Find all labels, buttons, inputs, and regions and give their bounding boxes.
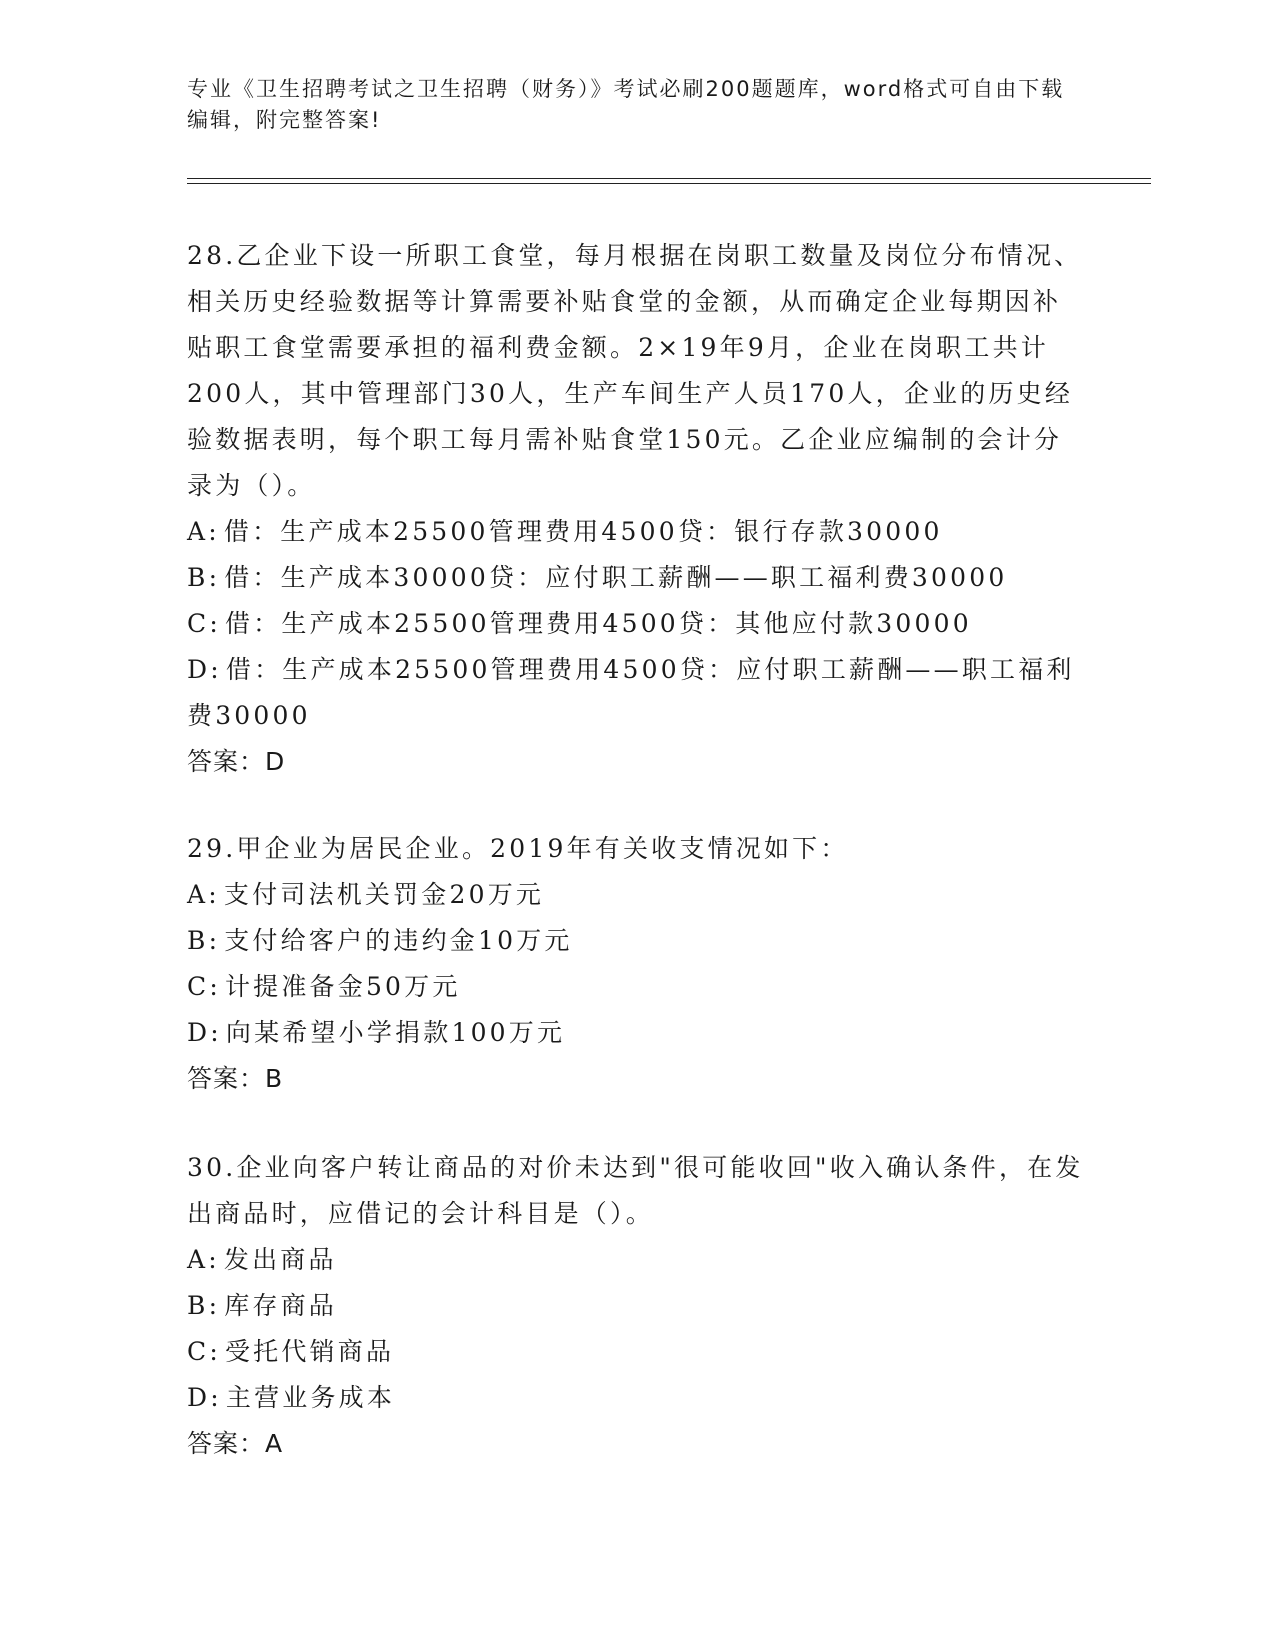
option-text: 支付给客户的违约金10万元 (224, 926, 573, 955)
option-label: D: (187, 1018, 222, 1047)
answer-line: 答案：B (187, 1064, 284, 1093)
option-label: B: (187, 563, 221, 592)
option-d (187, 647, 1087, 739)
header-divider-top (187, 178, 1151, 179)
header-divider-bottom (187, 183, 1151, 184)
option-d (187, 1375, 1087, 1421)
option-label: B: (187, 926, 221, 955)
option-a (187, 509, 1087, 555)
option-text: 借：生产成本25500管理费用4500贷：其他应付款30000 (224, 609, 972, 638)
option-label: C: (187, 972, 221, 1001)
answer-line: 答案：D (187, 747, 286, 776)
option-text: 支付司法机关罚金20万元 (223, 880, 545, 909)
option-c (187, 964, 1087, 1010)
option-label: B: (187, 1291, 221, 1320)
option-c (187, 601, 1087, 647)
option-text: 借：生产成本30000贷：应付职工薪酬——职工福利费30000 (224, 563, 1008, 592)
option-text: 发出商品 (223, 1245, 337, 1274)
option-b (187, 1283, 1087, 1329)
question-29 (187, 826, 1087, 1102)
option-text: 借：生产成本25500管理费用4500贷：银行存款30000 (223, 517, 943, 546)
option-a (187, 872, 1087, 918)
option-text: 库存商品 (224, 1291, 338, 1320)
question-30 (187, 1145, 1087, 1467)
option-label: A: (187, 880, 220, 909)
option-label: D: (187, 1383, 222, 1412)
option-label: D: (187, 655, 222, 684)
answer-line: 答案：A (187, 1429, 284, 1458)
document-header: 专业《卫生招聘考试之卫生招聘（财务）》考试必刷200题题库，word格式可自由下载编辑，附完整答案! (187, 77, 1065, 132)
option-text: 借：生产成本25500管理费用4500贷：应付职工薪酬——职工福利费30000 (187, 655, 1075, 730)
question-stem: 28.乙企业下设一所职工食堂，每月根据在岗职工数量及岗位分布情况、相关历史经验数据等计算需要补贴食堂的金额，从而确定企业每期因补贴职工食堂需要承担的福利费金额。2×19年9月，企业在岗职工共计200人，其中管理部门30人，生产车间生产人员170人，企业的历史经验数据表明，每个职工每月需补贴食堂150元。乙企业应编制的会计分录为（）。 (187, 241, 1083, 500)
question-stem: 29.甲企业为居民企业。2019年有关收支情况如下： (187, 834, 849, 863)
option-label: C: (187, 1337, 221, 1366)
option-text: 计提准备金50万元 (224, 972, 461, 1001)
question-28 (187, 233, 1087, 785)
option-text: 向某希望小学捐款100万元 (225, 1018, 566, 1047)
option-b (187, 918, 1087, 964)
option-label: A: (187, 1245, 220, 1274)
option-text: 主营业务成本 (225, 1383, 396, 1412)
option-c (187, 1329, 1087, 1375)
option-a (187, 1237, 1087, 1283)
option-label: C: (187, 609, 221, 638)
option-d (187, 1010, 1087, 1056)
question-stem: 30.企业向客户转让商品的对价未达到"很可能收回"收入确认条件，在发出商品时，应借记的会计科目是（）。 (187, 1153, 1084, 1228)
option-label: A: (187, 517, 220, 546)
option-text: 受托代销商品 (224, 1337, 395, 1366)
option-b (187, 555, 1087, 601)
